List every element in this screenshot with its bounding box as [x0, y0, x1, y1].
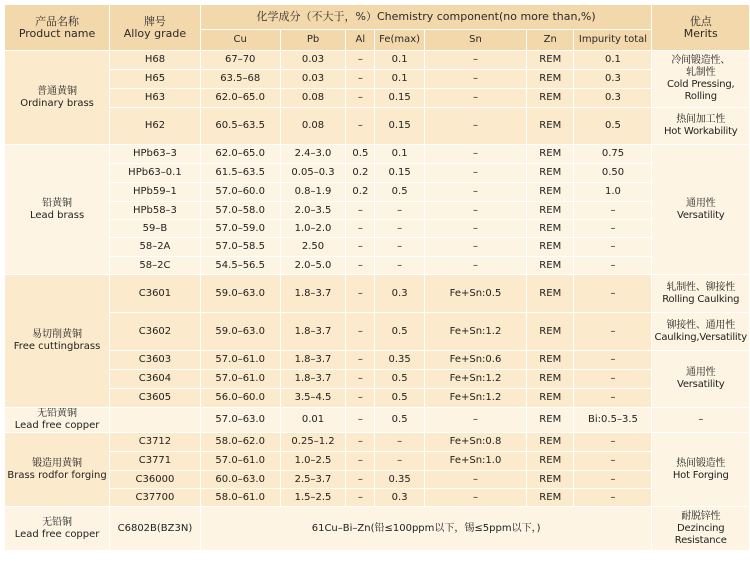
pb-cell: 2.0–5.0 — [280, 257, 346, 275]
table-row — [5, 471, 750, 489]
al-cell: – — [346, 89, 375, 108]
zn-cell: REM — [527, 370, 574, 389]
pb-cell: 1.8–3.7 — [280, 275, 346, 313]
group-name-cn: 无铅铜 — [42, 516, 73, 528]
al-cell: – — [346, 452, 375, 471]
sn-cell: – — [424, 164, 526, 183]
merit-line: Rolling Caulking — [662, 293, 740, 305]
impurity-cell: – — [574, 220, 652, 238]
zn-cell: REM — [527, 51, 574, 70]
group-forging — [5, 433, 110, 507]
impurity-cell: 0.75 — [574, 145, 652, 164]
al-cell: – — [346, 51, 375, 70]
cu-cell: 58.0–61.0 — [200, 489, 280, 507]
pb-cell: 0.03 — [280, 70, 346, 89]
cu-cell: 59.0–63.0 — [200, 275, 280, 313]
zn-cell: REM — [527, 220, 574, 238]
impurity-cell: – — [574, 471, 652, 489]
al-cell: – — [346, 408, 375, 433]
al-cell: – — [346, 351, 375, 370]
pb-cell: 1.0–2.5 — [280, 452, 346, 471]
impurity-cell: 0.1 — [574, 51, 652, 70]
zn-cell: REM — [527, 275, 574, 313]
fe-cell: 0.35 — [375, 351, 425, 370]
fe-cell: 0.5 — [375, 183, 425, 202]
impurity-cell: 0.3 — [574, 70, 652, 89]
al-cell: – — [346, 70, 375, 89]
sn-cell: – — [424, 51, 526, 70]
group-ordinary — [5, 51, 110, 145]
header-chemistry: 化学成分（不大于，%）Chemistry component(no more than,%) — [200, 5, 652, 30]
impurity-cell: – — [574, 389, 652, 408]
grade-cell: 58–2A — [110, 238, 201, 257]
zn-cell: REM — [527, 108, 574, 145]
col-header-fe: Fe(max) — [375, 30, 425, 51]
cu-cell: 54.5–56.5 — [200, 257, 280, 275]
grade-cell: C6802B(BZ3N) — [110, 507, 201, 551]
merit-line: Hot Forging — [672, 469, 729, 481]
merit-m7: – — [652, 408, 750, 433]
merit-line: Dezincing — [677, 522, 725, 534]
impurity-cell: – — [574, 370, 652, 389]
al-cell: – — [346, 238, 375, 257]
merit-line: 热间加工性 — [676, 114, 726, 125]
sn-cell: Fe+Sn:1.2 — [424, 370, 526, 389]
table-row — [5, 370, 750, 389]
zn-cell: REM — [527, 313, 574, 351]
pb-cell: 1.8–3.7 — [280, 313, 346, 351]
table-row — [5, 164, 750, 183]
al-cell: – — [346, 389, 375, 408]
sn-cell: – — [424, 238, 526, 257]
merit-line: Rolling — [684, 91, 717, 102]
sn-cell: – — [424, 183, 526, 202]
fe-cell: 0.5 — [375, 408, 425, 433]
merit-line: 热间锻造性 — [676, 457, 726, 469]
fe-cell: – — [375, 452, 425, 471]
impurity-cell: – — [574, 238, 652, 257]
cu-cell: 61.5–63.5 — [200, 164, 280, 183]
merit-line: Versatility — [676, 209, 725, 221]
zn-cell: REM — [527, 257, 574, 275]
table-row — [5, 183, 750, 202]
table-row — [5, 108, 750, 145]
pb-cell: 0.08 — [280, 108, 346, 145]
fe-cell: 0.5 — [375, 370, 425, 389]
sn-cell: Fe+Sn:0.6 — [424, 351, 526, 370]
table-row — [5, 452, 750, 471]
merit-m1 — [652, 51, 750, 108]
merit-m6 — [652, 351, 750, 408]
table-row — [5, 51, 750, 70]
al-cell: – — [346, 257, 375, 275]
pb-cell: 2.4–3.0 — [280, 145, 346, 164]
group-leadfree2 — [5, 507, 110, 551]
grade-cell: C3602 — [110, 313, 201, 351]
col-header-sn: Sn — [424, 30, 526, 51]
al-cell: – — [346, 108, 375, 145]
al-cell: – — [346, 313, 375, 351]
zn-cell: REM — [527, 408, 574, 433]
header-product-cn: 产品名称 — [35, 14, 80, 28]
table-row — [5, 433, 750, 452]
sn-cell: – — [424, 108, 526, 145]
zn-cell: REM — [527, 70, 574, 89]
al-cell: – — [346, 471, 375, 489]
sn-cell: – — [424, 408, 526, 433]
composition-cell: 61Cu–Bi–Zn(铅≤100ppm以下，锡≤5ppm以下，) — [200, 507, 652, 551]
table-row — [5, 145, 750, 164]
cu-cell: 57.0–58.5 — [200, 238, 280, 257]
col-header-pb: Pb — [280, 30, 346, 51]
cu-cell: 59.0–63.0 — [200, 313, 280, 351]
fe-cell: – — [375, 257, 425, 275]
impurity-cell: 0.5 — [574, 108, 652, 145]
table-row — [5, 408, 750, 433]
pb-cell: 0.05–0.3 — [280, 164, 346, 183]
sn-cell: Fe+Sn:0.8 — [424, 433, 526, 452]
fe-cell: – — [375, 433, 425, 452]
header-product-name — [5, 5, 110, 51]
sn-cell: – — [424, 70, 526, 89]
table-row — [5, 257, 750, 275]
fe-cell: – — [375, 202, 425, 220]
merit-line: 轧制性、铆接性 — [666, 281, 736, 293]
cu-cell: 56.0–60.0 — [200, 389, 280, 408]
merit-m2 — [652, 108, 750, 145]
grade-cell — [110, 408, 201, 433]
pb-cell: 1.8–3.7 — [280, 351, 346, 370]
impurity-cell: – — [574, 257, 652, 275]
merit-line: Caulking,Versatility — [654, 331, 747, 343]
pb-cell: 0.8–1.9 — [280, 183, 346, 202]
group-name-en: Free cuttingbrass — [13, 341, 101, 352]
header-merits-cn: 优点 — [689, 14, 712, 28]
col-header-impurity: Impurity total — [574, 30, 652, 51]
fe-cell: 0.1 — [375, 51, 425, 70]
header-merits-en: Merits — [683, 26, 718, 40]
alloy-spec-table — [4, 4, 750, 551]
zn-cell: REM — [527, 489, 574, 507]
fe-cell: 0.5 — [375, 313, 425, 351]
pb-cell: 0.01 — [280, 408, 346, 433]
table-row — [5, 89, 750, 108]
al-cell: 0.2 — [346, 183, 375, 202]
cu-cell: 57.0–58.0 — [200, 202, 280, 220]
col-header-cu: Cu — [200, 30, 280, 51]
group-freecut — [5, 275, 110, 408]
grade-cell: 58–2C — [110, 257, 201, 275]
grade-cell: HPb63–0.1 — [110, 164, 201, 183]
cu-cell: 67–70 — [200, 51, 280, 70]
zn-cell: REM — [527, 183, 574, 202]
group-lead — [5, 145, 110, 275]
fe-cell: 0.15 — [375, 164, 425, 183]
zn-cell: REM — [527, 452, 574, 471]
pb-cell: 0.03 — [280, 51, 346, 70]
table-row — [5, 275, 750, 313]
pb-cell: 1.5–2.5 — [280, 489, 346, 507]
table-row — [5, 202, 750, 220]
sn-cell: – — [424, 202, 526, 220]
merit-line: 耐脱锌性 — [681, 510, 721, 522]
cu-cell: 63.5–68 — [200, 70, 280, 89]
col-header-al: Al — [346, 30, 375, 51]
group-name-cn: 无铅黄铜 — [37, 408, 78, 419]
grade-cell: C36000 — [110, 471, 201, 489]
merit-line: Resistance — [674, 534, 727, 546]
group-name-en: Lead free copper — [14, 420, 100, 431]
al-cell: – — [346, 202, 375, 220]
sn-cell: Fe+Sn:1.2 — [424, 389, 526, 408]
group-leadfree1 — [5, 408, 110, 433]
group-name-cn: 普通黄铜 — [37, 85, 78, 97]
sn-cell: – — [424, 145, 526, 164]
impurity-cell: – — [574, 313, 652, 351]
al-cell: 0.5 — [346, 145, 375, 164]
impurity-cell: – — [574, 452, 652, 471]
impurity-cell: – — [574, 202, 652, 220]
fe-cell: 0.1 — [375, 145, 425, 164]
table-row — [5, 313, 750, 351]
group-name-cn: 铅黄铜 — [42, 197, 73, 209]
impurity-cell: 0.3 — [574, 89, 652, 108]
pb-cell: 0.08 — [280, 89, 346, 108]
grade-cell: C3712 — [110, 433, 201, 452]
sn-cell: – — [424, 220, 526, 238]
al-cell: – — [346, 370, 375, 389]
group-name-cn: 锻造用黄铜 — [32, 457, 83, 469]
pb-cell: 1.0–2.0 — [280, 220, 346, 238]
table-row — [5, 70, 750, 89]
cu-cell: 60.5–63.5 — [200, 108, 280, 145]
group-name-en: Brass rodfor forging — [7, 469, 107, 481]
header-alloy-cn: 牌号 — [143, 14, 166, 28]
zn-cell: REM — [527, 238, 574, 257]
zn-cell: REM — [527, 145, 574, 164]
cu-cell: 62.0–65.0 — [200, 89, 280, 108]
group-name-en: Lead free copper — [14, 528, 100, 540]
merit-m3 — [652, 145, 750, 275]
merit-line: Versatility — [676, 379, 725, 390]
al-cell: – — [346, 275, 375, 313]
grade-cell: H62 — [110, 108, 201, 145]
fe-cell: 0.1 — [375, 70, 425, 89]
merit-m9 — [652, 507, 750, 551]
cu-cell: 57.0–59.0 — [200, 220, 280, 238]
zn-cell: REM — [527, 471, 574, 489]
sn-cell: – — [424, 257, 526, 275]
merit-line: 轧制性 — [686, 67, 716, 78]
al-cell: 0.2 — [346, 164, 375, 183]
fe-cell: 0.15 — [375, 89, 425, 108]
fe-cell: – — [375, 220, 425, 238]
sn-cell: – — [424, 89, 526, 108]
al-cell: – — [346, 220, 375, 238]
grade-cell: C37700 — [110, 489, 201, 507]
pb-cell: 0.25–1.2 — [280, 433, 346, 452]
pb-cell: 3.5–4.5 — [280, 389, 346, 408]
pb-cell: 2.5–3.7 — [280, 471, 346, 489]
cu-cell: 57.0–61.0 — [200, 351, 280, 370]
impurity-cell: – — [574, 275, 652, 313]
grade-cell: H63 — [110, 89, 201, 108]
merit-m5 — [652, 313, 750, 351]
header-alloy-en: Alloy grade — [123, 26, 187, 40]
grade-cell: C3605 — [110, 389, 201, 408]
cu-cell: 60.0–63.0 — [200, 471, 280, 489]
fe-cell: 0.35 — [375, 471, 425, 489]
pb-cell: 1.8–3.7 — [280, 370, 346, 389]
zn-cell: REM — [527, 164, 574, 183]
sn-cell: Fe+Sn:1.2 — [424, 313, 526, 351]
fe-cell: 0.5 — [375, 389, 425, 408]
header-merits — [652, 5, 750, 51]
pb-cell: 2.0–3.5 — [280, 202, 346, 220]
impurity-cell: 1.0 — [574, 183, 652, 202]
impurity-cell: – — [574, 433, 652, 452]
pb-cell: 2.50 — [280, 238, 346, 257]
merit-line: 冷间锻造性、 — [671, 55, 731, 66]
sn-cell: – — [424, 489, 526, 507]
merit-line: Hot Workability — [663, 126, 738, 137]
al-cell: – — [346, 489, 375, 507]
header-product-en: Product name — [18, 26, 96, 40]
table-row — [5, 238, 750, 257]
group-name-en: Ordinary brass — [20, 97, 94, 109]
merit-m4 — [652, 275, 750, 313]
fe-cell: 0.15 — [375, 108, 425, 145]
group-name-cn: 易切削黄铜 — [32, 329, 83, 340]
merit-line: 铆接性、通用性 — [666, 319, 736, 331]
merit-line: 通用性 — [686, 197, 716, 209]
zn-cell: REM — [527, 351, 574, 370]
table-row — [5, 220, 750, 238]
sn-cell: Fe+Sn:1.0 — [424, 452, 526, 471]
grade-cell: H65 — [110, 70, 201, 89]
table-row — [5, 351, 750, 370]
impurity-cell: Bi:0.5–3.5 — [574, 408, 652, 433]
impurity-cell: – — [574, 489, 652, 507]
table-row — [5, 489, 750, 507]
grade-cell: H68 — [110, 51, 201, 70]
merit-line: 通用性 — [686, 367, 716, 378]
impurity-cell: – — [574, 351, 652, 370]
grade-cell: HPb63–3 — [110, 145, 201, 164]
merit-line: Cold Pressing, — [666, 79, 735, 90]
fe-cell: – — [375, 238, 425, 257]
cu-cell: 57.0–63.0 — [200, 408, 280, 433]
zn-cell: REM — [527, 89, 574, 108]
impurity-cell: 0.50 — [574, 164, 652, 183]
zn-cell: REM — [527, 202, 574, 220]
merit-m8 — [652, 433, 750, 507]
zn-cell: REM — [527, 433, 574, 452]
cu-cell: 58.0–62.0 — [200, 433, 280, 452]
table-row — [5, 389, 750, 408]
cu-cell: 57.0–60.0 — [200, 183, 280, 202]
table-row-lead-free — [5, 507, 750, 551]
cu-cell: 57.0–61.0 — [200, 452, 280, 471]
fe-cell: 0.3 — [375, 275, 425, 313]
grade-cell: C3604 — [110, 370, 201, 389]
grade-cell: C3771 — [110, 452, 201, 471]
grade-cell: C3603 — [110, 351, 201, 370]
al-cell: – — [346, 433, 375, 452]
cu-cell: 57.0–61.0 — [200, 370, 280, 389]
col-header-zn: Zn — [527, 30, 574, 51]
header-alloy-grade — [110, 5, 201, 51]
fe-cell: 0.3 — [375, 489, 425, 507]
zn-cell: REM — [527, 389, 574, 408]
grade-cell: HPb59–1 — [110, 183, 201, 202]
grade-cell: 59–B — [110, 220, 201, 238]
sn-cell: – — [424, 471, 526, 489]
grade-cell: HPb58–3 — [110, 202, 201, 220]
group-name-en: Lead brass — [29, 209, 85, 221]
grade-cell: C3601 — [110, 275, 201, 313]
cu-cell: 62.0–65.0 — [200, 145, 280, 164]
sn-cell: Fe+Sn:0.5 — [424, 275, 526, 313]
